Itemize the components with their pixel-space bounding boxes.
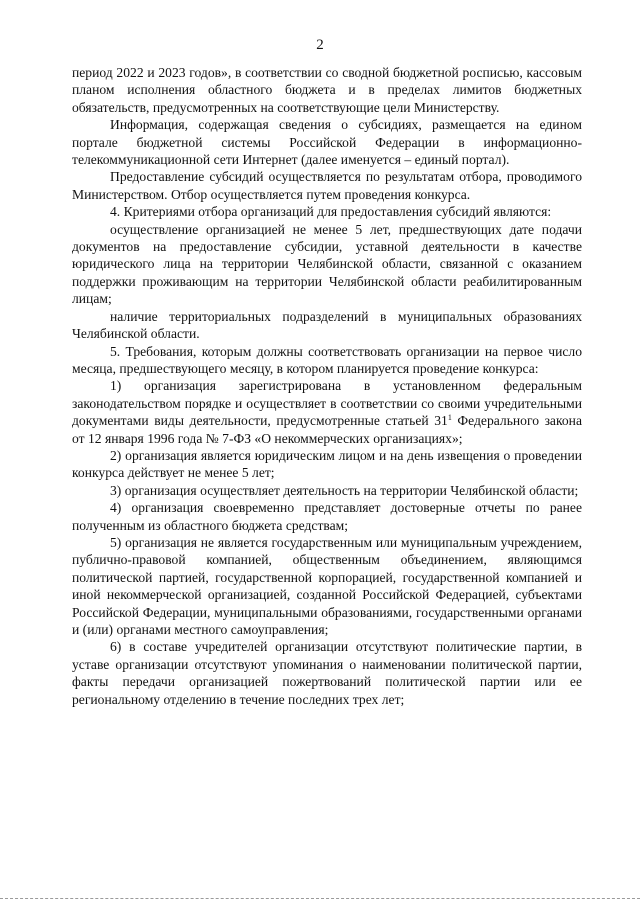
paragraph-requirement-5: 5) организация не является государственным или муниципальным учреждением, публично-правовой компанией, общественным объединением, являющимся политической партией, государственной корпорацией, государственной компанией и иной некоммерческой организацией, созданной Российской Федерацией, субъектами Российской Федерации, муниципальными образованиями, государственными органами и (или) органами местного самоуправления; <box>72 534 582 637</box>
paragraph-requirement-2: 2) организация является юридическим лицом и на день извещения о проведении конкурса действует не менее 5 лет; <box>72 447 582 481</box>
paragraph-requirements: 5. Требования, которым должны соответствовать организации на первое число месяца, предшествующего месяцу, в котором планируется проведение конкурса: <box>72 343 582 376</box>
page-bottom-divider <box>0 898 640 899</box>
paragraph-requirement-3: 3) организация осуществляет деятельность на территории Челябинской области; <box>110 482 579 498</box>
paragraph-subsidy-info: Информация, содержащая сведения о субсидиях, размещается на едином портале бюджетной системы Российской Федерации в информационно-телекоммуникационной сети Интернет (далее именуется – единый портал). <box>72 117 582 168</box>
document-body <box>72 64 582 708</box>
paragraph-criterion-branches: наличие территориальных подразделений в муниципальных образованиях Челябинской области. <box>72 308 582 342</box>
paragraph-requirement-4: 4) организация своевременно представляет достоверные отчеты по ранее полученным из областного бюджета средствам; <box>72 500 582 533</box>
requirement-1-text-after: Федерального закона от 12 января 1996 года № 7-ФЗ «О некоммерческих организациях»; <box>72 413 582 446</box>
page-number: 2 <box>316 37 324 53</box>
paragraph-requirement-1 <box>72 377 582 447</box>
paragraph-selection: Предоставление субсидий осуществляется по результатам отбора, проводимого Министерством. Отбор осуществляется путем проведения конкурса. <box>72 169 582 202</box>
paragraph-requirement-6: 6) в составе учредителей организации отсутствуют политические партии, в уставе организации отсутствуют упоминания о наименовании политической партии, факты передачи организацией пожертвований политической партии или ее региональному отделению в течение последних трех лет; <box>72 639 582 707</box>
footnote-superscript: 1 <box>447 413 452 423</box>
paragraph-criterion-activity: осуществление организацией не менее 5 лет, предшествующих дате подачи документов на предоставление субсидии, уставной деятельности в качестве юридического лица на территории Челябинской области, связанной с оказанием поддержки проживающим на территории Челябинской области реабилитированным лицам; <box>72 221 582 307</box>
paragraph-criteria: 4. Критериями отбора организаций для предоставления субсидий являются: <box>110 204 552 220</box>
requirement-1-text: 1) организация зарегистрирована в установленном федеральным законодательством порядке и осуществляет в соответствии со своими учредительными документами виды деятельности, предусмотренные статьей 31 <box>72 378 582 429</box>
paragraph-continuation: период 2022 и 2023 годов», в соответствии со сводной бюджетной росписью, кассовым планом исполнения областного бюджета и в пределах лимитов бюджетных обязательств, предусмотренных на соответствующие цели Министерству. <box>72 65 582 115</box>
